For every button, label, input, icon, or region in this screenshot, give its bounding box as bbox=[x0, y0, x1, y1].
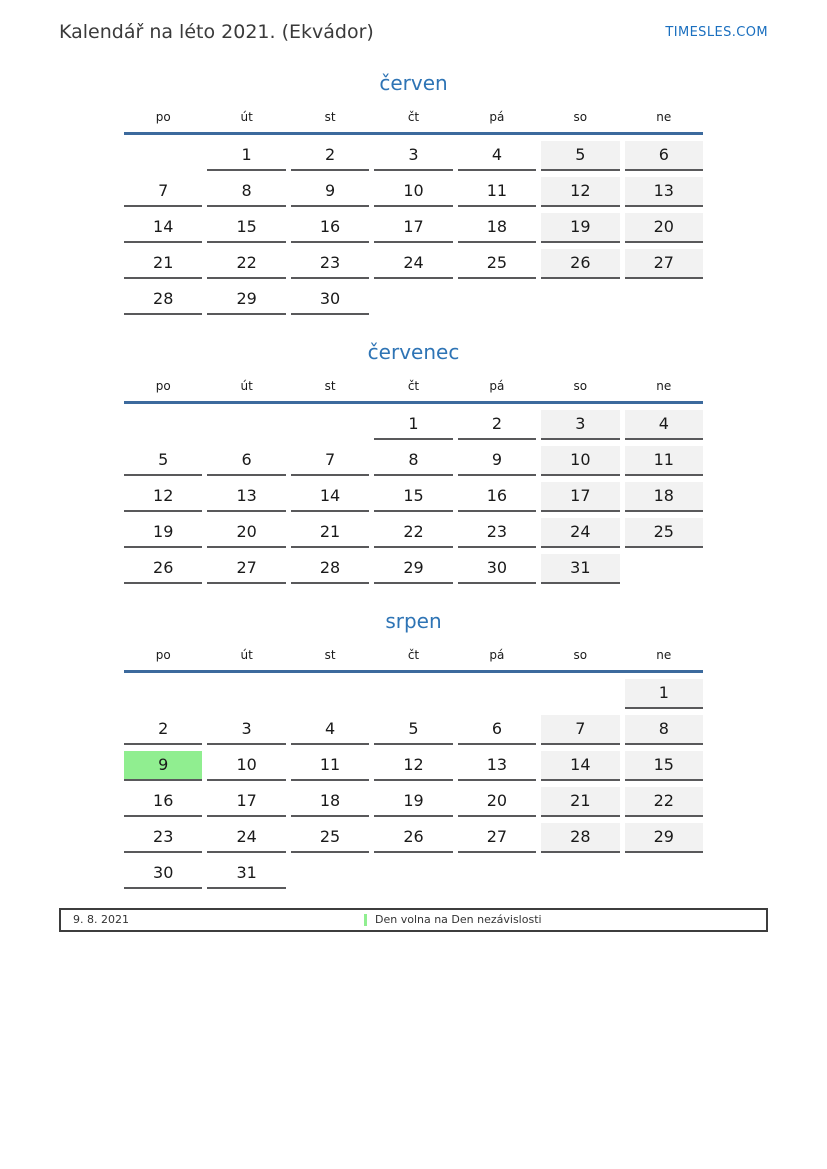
day-cell: 19 bbox=[374, 787, 452, 817]
weekday-label: pá bbox=[489, 648, 505, 662]
day-cell: 10 bbox=[207, 751, 285, 781]
empty-cell bbox=[541, 679, 619, 707]
day-cell: 5 bbox=[541, 141, 619, 171]
day-cell: 18 bbox=[625, 482, 703, 512]
empty-cell bbox=[207, 679, 285, 707]
day-cell: 30 bbox=[291, 285, 369, 315]
day-cell: 9 bbox=[291, 177, 369, 207]
day-cell: 31 bbox=[541, 554, 619, 584]
day-cell: 5 bbox=[124, 446, 202, 476]
holiday-legend bbox=[364, 910, 542, 930]
day-cell: 15 bbox=[625, 751, 703, 781]
day-cell: 16 bbox=[458, 482, 536, 512]
empty-cell bbox=[374, 859, 452, 887]
day-cell: 29 bbox=[207, 285, 285, 315]
day-cell: 7 bbox=[124, 177, 202, 207]
day-cell: 23 bbox=[124, 823, 202, 853]
day-cell: 23 bbox=[458, 518, 536, 548]
day-cell: 9 bbox=[458, 446, 536, 476]
empty-cell bbox=[207, 410, 285, 438]
empty-cell bbox=[458, 859, 536, 887]
day-cell: 28 bbox=[124, 285, 202, 315]
day-cell: 12 bbox=[374, 751, 452, 781]
day-cell: 29 bbox=[625, 823, 703, 853]
day-cell: 15 bbox=[207, 213, 285, 243]
empty-cell bbox=[124, 410, 202, 438]
holiday-legend-marker-icon bbox=[364, 914, 367, 926]
empty-cell bbox=[291, 679, 369, 707]
day-cell: 12 bbox=[541, 177, 619, 207]
holiday-legend-label: Den volna na Den nezávislosti bbox=[375, 913, 542, 926]
empty-cell bbox=[291, 410, 369, 438]
day-cell: 20 bbox=[625, 213, 703, 243]
day-cell: 3 bbox=[207, 715, 285, 745]
day-cell: 19 bbox=[124, 518, 202, 548]
weekday-label: po bbox=[155, 110, 171, 124]
day-cell: 11 bbox=[458, 177, 536, 207]
day-cell: 17 bbox=[541, 482, 619, 512]
day-cell: 8 bbox=[207, 177, 285, 207]
month-header-rule bbox=[124, 401, 703, 404]
day-cell: 25 bbox=[625, 518, 703, 548]
months bbox=[0, 73, 827, 889]
day-cell: 28 bbox=[541, 823, 619, 853]
day-cell: 17 bbox=[207, 787, 285, 817]
day-cell: 20 bbox=[207, 518, 285, 548]
day-cell: 21 bbox=[291, 518, 369, 548]
empty-cell bbox=[541, 859, 619, 887]
weekday-label: ne bbox=[656, 110, 672, 124]
day-cell: 4 bbox=[291, 715, 369, 745]
month-červenec bbox=[124, 342, 703, 584]
page-footer bbox=[59, 908, 768, 932]
page-header bbox=[0, 0, 827, 43]
day-cell: 2 bbox=[291, 141, 369, 171]
day-cell: 21 bbox=[124, 249, 202, 279]
day-cell: 15 bbox=[374, 482, 452, 512]
empty-cell bbox=[625, 859, 703, 887]
empty-cell bbox=[541, 285, 619, 313]
days-grid bbox=[124, 679, 703, 889]
day-cell: 13 bbox=[458, 751, 536, 781]
day-cell: 21 bbox=[541, 787, 619, 817]
weekday-label: út bbox=[240, 379, 253, 393]
empty-cell bbox=[625, 554, 703, 582]
day-cell: 14 bbox=[124, 213, 202, 243]
weekday-header-row bbox=[124, 648, 703, 670]
empty-cell bbox=[291, 859, 369, 887]
day-cell: 11 bbox=[625, 446, 703, 476]
day-cell: 26 bbox=[541, 249, 619, 279]
day-cell: 27 bbox=[207, 554, 285, 584]
day-cell: 22 bbox=[207, 249, 285, 279]
month-title: srpen bbox=[385, 609, 442, 633]
day-cell: 13 bbox=[625, 177, 703, 207]
day-cell: 27 bbox=[458, 823, 536, 853]
day-cell: 4 bbox=[625, 410, 703, 440]
day-cell: 13 bbox=[207, 482, 285, 512]
day-cell: 30 bbox=[124, 859, 202, 889]
day-cell: 12 bbox=[124, 482, 202, 512]
weekday-label: po bbox=[155, 648, 171, 662]
day-cell: 29 bbox=[374, 554, 452, 584]
site-link[interactable]: TIMESLES.COM bbox=[665, 25, 768, 40]
weekday-label: st bbox=[324, 379, 336, 393]
day-cell: 1 bbox=[207, 141, 285, 171]
day-cell: 25 bbox=[458, 249, 536, 279]
days-grid bbox=[124, 410, 703, 584]
day-cell: 16 bbox=[124, 787, 202, 817]
day-cell: 28 bbox=[291, 554, 369, 584]
day-cell: 3 bbox=[374, 141, 452, 171]
day-cell: 26 bbox=[374, 823, 452, 853]
empty-cell bbox=[124, 141, 202, 169]
day-cell: 24 bbox=[541, 518, 619, 548]
weekday-header-row bbox=[124, 379, 703, 401]
day-cell: 16 bbox=[291, 213, 369, 243]
day-cell: 8 bbox=[625, 715, 703, 745]
day-cell: 1 bbox=[374, 410, 452, 440]
day-cell: 4 bbox=[458, 141, 536, 171]
day-cell: 6 bbox=[207, 446, 285, 476]
day-cell: 17 bbox=[374, 213, 452, 243]
weekday-label: so bbox=[573, 379, 588, 393]
day-cell: 14 bbox=[291, 482, 369, 512]
day-cell: 26 bbox=[124, 554, 202, 584]
weekday-label: čt bbox=[407, 648, 420, 662]
empty-cell bbox=[124, 679, 202, 707]
weekday-label: st bbox=[324, 110, 336, 124]
day-cell: 1 bbox=[625, 679, 703, 709]
month-header-rule bbox=[124, 670, 703, 673]
month-title: červenec bbox=[367, 340, 460, 364]
day-cell: 5 bbox=[374, 715, 452, 745]
day-cell: 24 bbox=[207, 823, 285, 853]
day-cell: 6 bbox=[458, 715, 536, 745]
page-title: Kalendář na léto 2021. (Ekvádor) bbox=[59, 21, 374, 43]
day-cell: 20 bbox=[458, 787, 536, 817]
day-cell: 18 bbox=[291, 787, 369, 817]
day-cell: 14 bbox=[541, 751, 619, 781]
day-cell: 9 bbox=[124, 751, 202, 781]
weekday-label: ne bbox=[656, 648, 672, 662]
day-cell: 22 bbox=[374, 518, 452, 548]
day-cell: 2 bbox=[124, 715, 202, 745]
weekday-label: st bbox=[324, 648, 336, 662]
day-cell: 11 bbox=[291, 751, 369, 781]
day-cell: 7 bbox=[291, 446, 369, 476]
day-cell: 3 bbox=[541, 410, 619, 440]
month-červen bbox=[124, 73, 703, 315]
empty-cell bbox=[625, 285, 703, 313]
empty-cell bbox=[458, 679, 536, 707]
day-cell: 31 bbox=[207, 859, 285, 889]
weekday-label: po bbox=[155, 379, 171, 393]
weekday-label: čt bbox=[407, 379, 420, 393]
weekday-label: čt bbox=[407, 110, 420, 124]
month-header-rule bbox=[124, 132, 703, 135]
day-cell: 2 bbox=[458, 410, 536, 440]
day-cell: 27 bbox=[625, 249, 703, 279]
footer-date: 9. 8. 2021 bbox=[73, 913, 129, 926]
day-cell: 30 bbox=[458, 554, 536, 584]
weekday-header-row bbox=[124, 110, 703, 132]
weekday-label: so bbox=[573, 110, 588, 124]
day-cell: 7 bbox=[541, 715, 619, 745]
weekday-label: pá bbox=[489, 110, 505, 124]
day-cell: 24 bbox=[374, 249, 452, 279]
weekday-label: so bbox=[573, 648, 588, 662]
day-cell: 6 bbox=[625, 141, 703, 171]
days-grid bbox=[124, 141, 703, 315]
weekday-label: ne bbox=[656, 379, 672, 393]
day-cell: 25 bbox=[291, 823, 369, 853]
day-cell: 23 bbox=[291, 249, 369, 279]
empty-cell bbox=[374, 285, 452, 313]
day-cell: 22 bbox=[625, 787, 703, 817]
day-cell: 8 bbox=[374, 446, 452, 476]
empty-cell bbox=[458, 285, 536, 313]
month-srpen bbox=[124, 611, 703, 889]
month-title: červen bbox=[379, 71, 448, 95]
weekday-label: út bbox=[240, 648, 253, 662]
day-cell: 10 bbox=[374, 177, 452, 207]
day-cell: 10 bbox=[541, 446, 619, 476]
day-cell: 19 bbox=[541, 213, 619, 243]
day-cell: 18 bbox=[458, 213, 536, 243]
empty-cell bbox=[374, 679, 452, 707]
weekday-label: pá bbox=[489, 379, 505, 393]
weekday-label: út bbox=[240, 110, 253, 124]
